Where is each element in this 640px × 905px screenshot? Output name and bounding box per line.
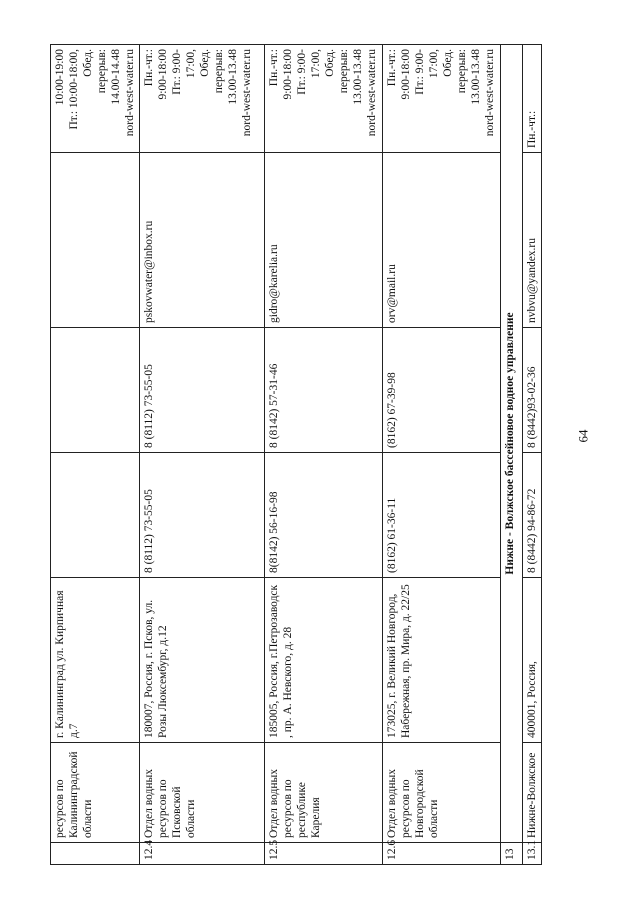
hours-line: 9:00-18:00 [282, 49, 295, 100]
hours-line: перерыв: [96, 49, 109, 94]
hours-line: 14.00-14.48 [110, 49, 123, 105]
section-row [501, 45, 523, 865]
page-number: 64 [575, 429, 591, 443]
section-number: 13 [501, 843, 523, 865]
hours-line: Пн.-чт.: [268, 49, 281, 87]
hours-line: Пт.: 9:00- [171, 49, 184, 95]
hours-line: nord-west-water.ru [241, 49, 254, 137]
table-row [383, 45, 501, 865]
hours-line: 17:00, [185, 49, 198, 79]
department-name: ресурсов по Калининградской области [51, 743, 140, 843]
hours-line: Обед. [199, 49, 212, 77]
hours-line: перерыв: [213, 49, 226, 94]
hours-line: Пт.: 9:00- [296, 49, 309, 95]
hours-line: Пт.: 9:00- [414, 49, 427, 95]
phone [51, 453, 140, 578]
row-number: 12.6 [383, 843, 501, 865]
hours-line: 13.00-13.48 [227, 49, 240, 105]
working-hours: Пн.-чт.: [523, 45, 542, 153]
working-hours [51, 45, 140, 153]
address: 180007, Россия, г. Псков, ул. Розы Люксембург, д.12 [140, 578, 265, 743]
email: orv@mail.ru [383, 153, 501, 328]
hours-line: nord-west-water.ru [124, 49, 137, 137]
table-row [523, 45, 542, 865]
email: pskovwater@inbox.ru [140, 153, 265, 328]
fax: 8 (8112) 73-55-05 [140, 328, 265, 453]
department-name: Отдел водных ресурсов по Новгородской области [383, 743, 501, 843]
working-hours [265, 45, 383, 153]
phone: (8162) 61-36-11 [383, 453, 501, 578]
hours-line: перерыв: [338, 49, 351, 94]
hours-line: Обед. [324, 49, 337, 77]
contacts-table [50, 44, 542, 865]
hours-line: Пт.: 10:00-18:00, [68, 49, 81, 130]
hours-line: 9:00-18:00 [400, 49, 413, 100]
hours-line: 17:00, [310, 49, 323, 79]
phone: 8 (8112) 73-55-05 [140, 453, 265, 578]
hours-line: перерыв: [456, 49, 469, 94]
rotated-table-container [50, 45, 539, 865]
table-row [265, 45, 383, 865]
fax: 8 (8142) 57-31-46 [265, 328, 383, 453]
hours-line: 13.00-13.48 [470, 49, 483, 105]
email [51, 153, 140, 328]
row-number: 13.1 [523, 843, 542, 865]
department-name: Нижне-Волжское [523, 743, 542, 843]
department-name: Отдел водных ресурсов по республике Карелия [265, 743, 383, 843]
working-hours [140, 45, 265, 153]
hours-line: Обед. [442, 49, 455, 77]
address: г. Калининград ул. Кирпичная д.7 [51, 578, 140, 743]
hours-line: Пн.-чт.: [143, 49, 156, 87]
hours-line: Обед. [82, 49, 95, 77]
hours-line: Пн.-чт.: [386, 49, 399, 87]
hours-line: 17:00, [428, 49, 441, 79]
fax: 8 (8442)93-02-36 [523, 328, 542, 453]
row-number: 12.5 [265, 843, 383, 865]
phone: 8(8142) 56-16-98 [265, 453, 383, 578]
hours-line: nord-west-water.ru [484, 49, 497, 137]
hours-line: 10:00-19:00 [54, 49, 66, 106]
hours-line: nord-west-water.ru [366, 49, 379, 137]
email: nvbvu@yandex.ru [523, 153, 542, 328]
phone: 8 (8442) 94-86-72 [523, 453, 542, 578]
address: 173025, г. Великий Новгород, Набережная, пр. Мира, д. 22/25 [383, 578, 501, 743]
address: 185005, Россия, г.Петрозаводск , пр. А. Невского, д. 28 [265, 578, 383, 743]
fax: (8162) 67-39-98 [383, 328, 501, 453]
row-number: 12.4 [140, 843, 265, 865]
hours-line: 13.00-13.48 [352, 49, 365, 105]
department-name: Отдел водных ресурсов по Псковской области [140, 743, 265, 843]
table-row [51, 45, 140, 865]
address: 400001, Россия, [523, 578, 542, 743]
fax [51, 328, 140, 453]
table-row [140, 45, 265, 865]
row-number [51, 843, 140, 865]
working-hours [383, 45, 501, 153]
hours-line: 9:00-18:00 [157, 49, 170, 100]
email: gidro@karelia.ru [265, 153, 383, 328]
section-title: Нижне - Волжское бассейновое водное управление [501, 45, 523, 843]
